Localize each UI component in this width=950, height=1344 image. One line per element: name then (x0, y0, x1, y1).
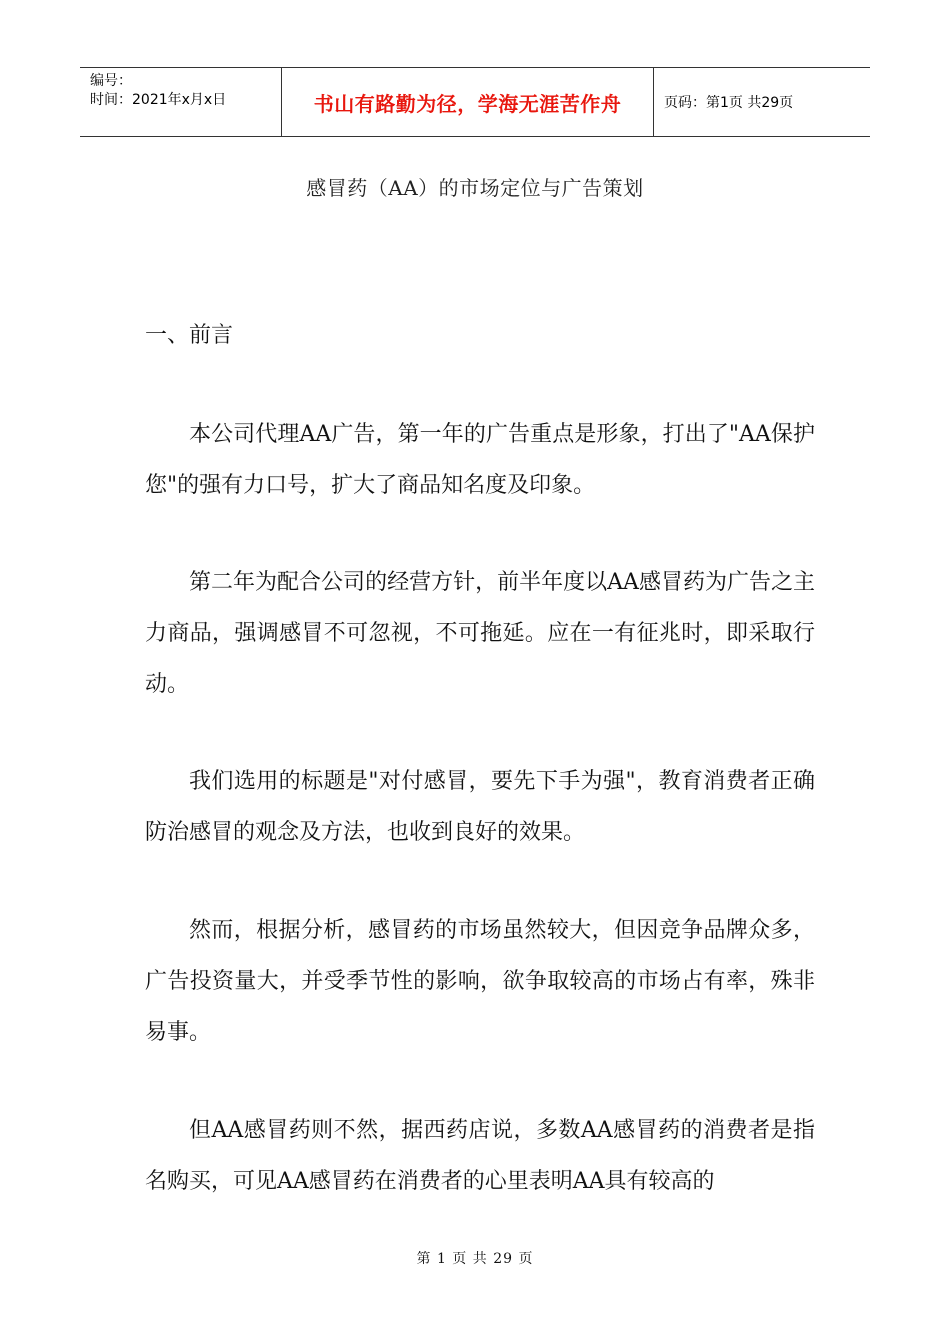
header-motto: 书山有路勤为径，学海无涯苦作舟 (313, 91, 622, 116)
document-title: 感冒药（AA）的市场定位与广告策划 (306, 176, 644, 200)
paragraph: 第二年为配合公司的经营方针，前半年度以AA感冒药为广告之主力商品，强调感冒不可忽视，不可拖延。应在一有征兆时，即采取行动。 (145, 570, 815, 697)
header-page-info-cell (654, 68, 870, 136)
header-motto-cell (282, 68, 654, 136)
page-footer: 第 1 页 共 29 页 (416, 1251, 534, 1267)
document-number-label: 编号： (90, 73, 132, 89)
page-header (80, 67, 870, 137)
paragraph: 我们选用的标题是"对付感冒，要先下手为强"，教育消费者正确防治感冒的观念及方法，也收到良好的效果。 (145, 769, 815, 845)
header-meta (80, 68, 282, 136)
document-time-label: 时间：2021年x月x日 (90, 92, 227, 108)
header-page-info: 页码：第1页 共29页 (664, 95, 794, 111)
paragraph: 然而，根据分析，感冒药的市场虽然较大，但因竞争品牌众多，广告投资量大，并受季节性的影响，欲争取较高的市场占有率，殊非易事。 (145, 918, 815, 1045)
section-heading: 一、前言 (145, 323, 234, 348)
paragraph: 但AA感冒药则不然，据西药店说，多数AA感冒药的消费者是指名购买，可见AA感冒药在消费者的心里表明AA具有较高的 (145, 1118, 815, 1194)
paragraph: 本公司代理AA广告，第一年的广告重点是形象，打出了"AA保护您"的强有力口号，扩大了商品知名度及印象。 (145, 422, 815, 498)
